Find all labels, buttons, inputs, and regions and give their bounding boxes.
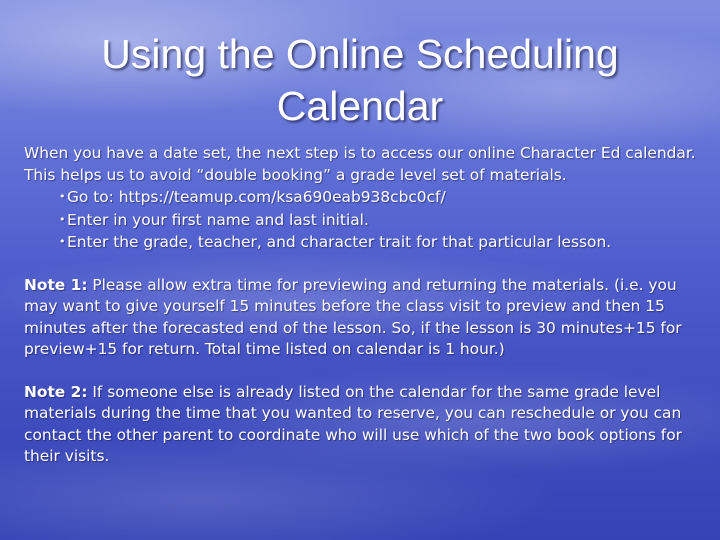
bullet-text: Enter in your first name and last initial.: [67, 210, 369, 229]
bullet-icon: •: [59, 212, 66, 226]
intro-paragraph: When you have a date set, the next step is to access our online Character Ed calendar. This helps us to avoid “double booking” a grade level set of materials.: [24, 144, 696, 184]
spacer: [24, 361, 696, 382]
note-1-text: Please allow extra time for previewing and returning the materials. (i.e. you may want to give yourself 15 minutes before the class visit to preview and then 15 minutes after the forecasted end of the lesson. So, if the lesson is 30 minutes+15 for preview+15 for return. Total time listed on calendar is 1 hour.): [24, 275, 682, 358]
bullet-icon: •: [59, 235, 66, 248]
note-1-paragraph: [24, 275, 696, 361]
steps-list: [24, 186, 696, 254]
bullet-text: Enter the grade, teacher, and character trait for that particular lesson.: [67, 233, 612, 251]
note-2-paragraph: [24, 382, 696, 468]
bullet-text: Go to: https://teamup.com/ksa690eab938cbc0cf/: [67, 188, 446, 206]
note-1-label: Note 1:: [24, 275, 88, 294]
slide-title: [40, 28, 680, 132]
title-line-2: Calendar: [276, 83, 444, 129]
title-line-1: Using the Online Scheduling: [101, 31, 619, 77]
list-item: [59, 186, 696, 209]
note-2-label: Note 2:: [24, 382, 88, 401]
list-item: [59, 209, 696, 232]
spacer: [24, 254, 696, 275]
bullet-icon: •: [59, 190, 66, 203]
list-item: [59, 231, 696, 254]
note-2-text: If someone else is already listed on the calendar for the same grade level materials during the time that you wanted to reserve, you can reschedule or you can contact the other parent to coordinate who will use which of the two book options for their visits.: [24, 382, 682, 465]
slide-body: [24, 143, 696, 468]
